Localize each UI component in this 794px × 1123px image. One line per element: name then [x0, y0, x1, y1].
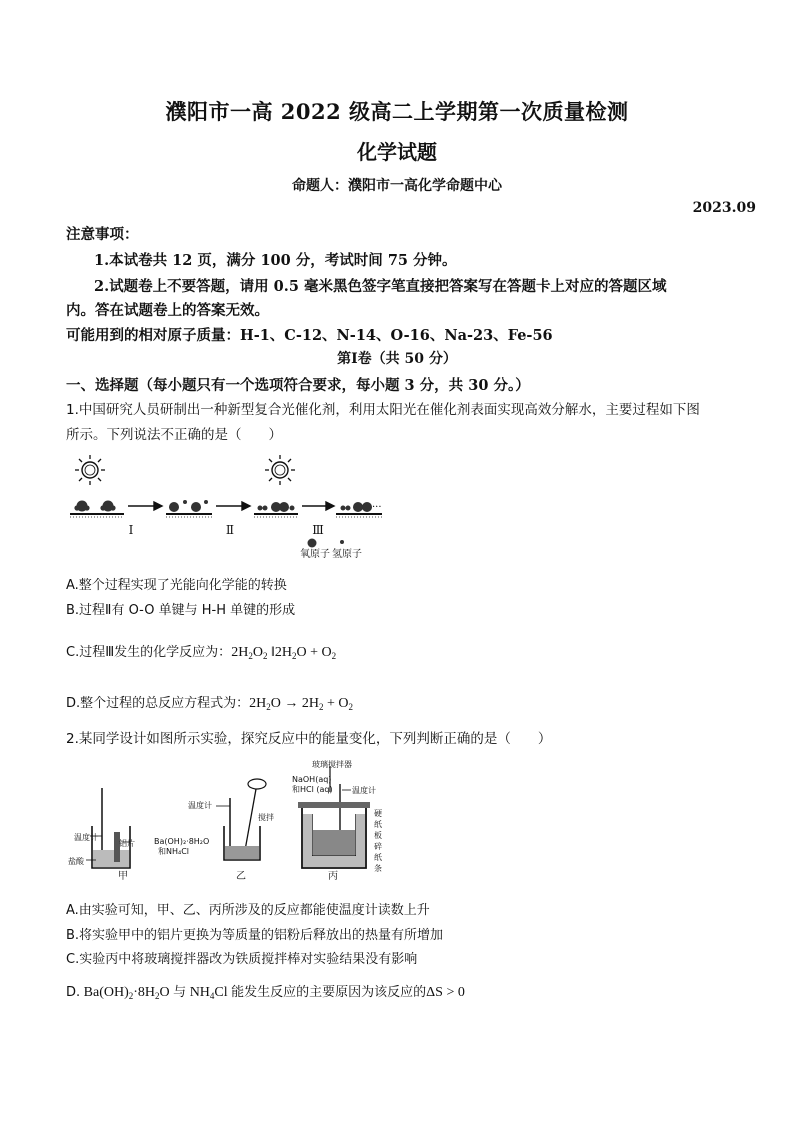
bing-scrap-label-2: 纸: [374, 853, 382, 862]
q1-stem-line2: 所示。下列说法不正确的是（ ）: [66, 427, 282, 443]
notes-item-1: 1.本试卷共 12 页，满分 100 分，考试时间 75 分钟。: [94, 252, 457, 269]
q1-option-c-equation: $2H_2O_2$ $‖2H_2O + O_2$: [231, 644, 337, 661]
bing-board-label-2: 纸: [374, 820, 382, 829]
yi-reagent-label-2: 和NH₄Cl: [158, 847, 190, 856]
jia-thermometer-label: 温度计: [74, 833, 98, 842]
exam-subtitle: 化学试题: [357, 140, 437, 164]
q1-process-figure: [66, 448, 406, 560]
q1-option-d-prefix: D.整个过程的总反应方程式为：: [66, 696, 250, 711]
q2-option-d-prefix: D.: [66, 985, 81, 1000]
bing-label: 丙: [328, 871, 338, 882]
q1-option-c: [66, 641, 336, 661]
calorimeter-bing: [292, 759, 382, 882]
sun-icon: [75, 455, 105, 485]
q2-option-d: [66, 981, 465, 1001]
legend-hydrogen: 氢原子: [332, 549, 362, 560]
q1-stem-line1: 1.中国研究人员研制出一种新型复合光催化剂，利用太阳光在催化剂表面实现高效分解水，主要过程如下图: [66, 402, 700, 418]
volume-heading: 第Ⅰ卷（共 50 分）: [337, 351, 457, 367]
q1-option-c-prefix: C.过程Ⅲ发生的化学反应为：: [66, 645, 232, 660]
q2-option-d-suffix: 能发生反应的主要原因为该反应的: [231, 985, 427, 1000]
sun-icon: [265, 455, 295, 485]
yi-thermometer-label: 温度计: [188, 801, 212, 810]
q2-option-d-entropy: ΔS > 0: [426, 985, 465, 1000]
q2-option-b: B.将实验甲中的铝片更换为等质量的铝粉后释放出的热量有所增加: [66, 928, 444, 943]
svg-text:···: ···: [372, 502, 382, 513]
q2-option-d-formula-1: $Ba(OH)_2\cdot 8H_2O$: [80, 985, 174, 1001]
atomic-masses: 可能用到的相对原子质量：H-1、C-12、N-14、O-16、Na-23、Fe-56: [66, 327, 553, 344]
stage-2-label: Ⅱ: [225, 523, 235, 537]
legend-oxygen: 氧原子: [300, 549, 330, 560]
bing-stirrer-label: 玻璃搅拌器: [312, 760, 352, 769]
exam-author: 命题人：濮阳市一高化学命题中心: [292, 178, 502, 194]
notes-heading: 注意事项：: [66, 226, 139, 243]
yi-label: 乙: [236, 871, 246, 882]
q2-option-d-mid: 与: [173, 985, 187, 1000]
bing-board-label-3: 板: [374, 831, 382, 840]
yi-reagent-label-1: Ba(OH)₂·8H₂O: [154, 837, 210, 846]
bing-scrap-label-3: 条: [374, 864, 382, 873]
bing-scrap-label-1: 碎: [374, 842, 382, 851]
notes-item-2-cont: 内。答在试题卷上的答案无效。: [66, 302, 269, 319]
bing-hcl-label: 和HCl (aq): [292, 785, 333, 794]
q2-option-c: C.实验丙中将玻璃搅拌器改为铁质搅拌棒对实验结果没有影响: [66, 952, 418, 967]
bing-board-label-1: 硬: [374, 809, 382, 818]
jia-label: 甲: [118, 871, 128, 882]
stage-1-label: Ⅰ: [128, 523, 134, 537]
q2-apparatus-figure: [66, 758, 396, 886]
q1-option-d: [66, 692, 353, 712]
bing-thermometer-label: 温度计: [352, 786, 376, 795]
bing-naoh-label: NaOH(aq): [292, 775, 332, 784]
q2-option-a: A.由实验可知，甲、乙、丙所涉及的反应都能使温度计读数上升: [66, 903, 430, 918]
jia-acid-label: 盐酸: [68, 857, 84, 866]
section-heading: 一、选择题（每小题只有一个选项符合要求，每小题 3 分，共 30 分。）: [66, 377, 530, 394]
stage-3-label: Ⅲ: [312, 523, 324, 537]
beaker-jia: [68, 788, 135, 882]
q1-option-b: B.过程Ⅱ有 O-O 单键与 H-H 单键的形成: [66, 603, 296, 618]
q2-stem: 2.某同学设计如图所示实验，探究反应中的能量变化，下列判断正确的是（ ）: [66, 731, 552, 747]
q2-option-d-formula-2: $NH_4Cl$: [186, 985, 232, 1001]
beaker-yi: [154, 779, 274, 882]
q1-option-d-equation: $2H_2O \to 2H_2 + O_2$: [249, 696, 354, 712]
yi-stir-label: 搅拌: [258, 813, 274, 822]
notes-item-2: 2.试题卷上不要答题，请用 0.5 毫米黑色签字笔直接把答案写在答题卡上对应的答题区域: [94, 278, 667, 295]
q1-option-a: A.整个过程实现了光能向化学能的转换: [66, 578, 287, 593]
exam-date: 2023.09: [692, 200, 756, 216]
exam-title: 濮阳市一高 2022 级高二上学期第一次质量检测: [165, 99, 629, 124]
jia-aluminum-label: 铝片: [119, 839, 135, 848]
